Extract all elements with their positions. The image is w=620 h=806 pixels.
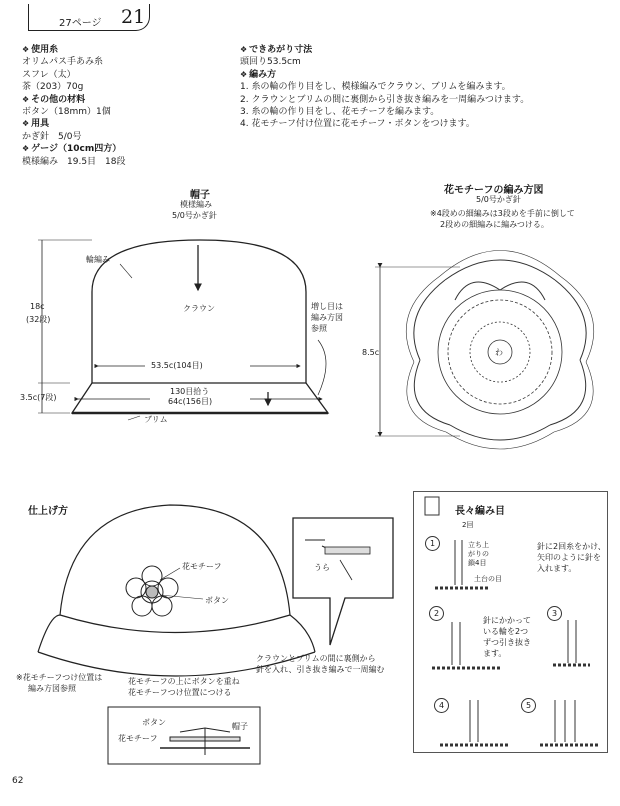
slip-note-2: 針を入れ、引き抜き編みで一周編む bbox=[256, 665, 385, 674]
method-step: 4. 花モチーフ付け位置に花モチーフ・ボタンをつけます。 bbox=[240, 119, 475, 130]
other-line: ボタン（18mm）1個 bbox=[22, 107, 111, 118]
size-value: 頭回り53.5cm bbox=[240, 57, 301, 68]
tools-line: かぎ針 5/0号 bbox=[22, 131, 82, 142]
step1-text-2: 矢印のように針を bbox=[537, 553, 601, 562]
turning-label-1: 立ち上 bbox=[468, 541, 489, 549]
base-stitch-label: 土台の目 bbox=[474, 575, 502, 583]
crown-top-label: 輪編み bbox=[86, 255, 110, 264]
page-number: 62 bbox=[12, 776, 24, 786]
slip-note-1: クラウンとブリムの間に裏側から bbox=[256, 654, 376, 663]
bottom-width-label: 64c(156目) bbox=[168, 397, 213, 406]
flower-motif-chart bbox=[375, 251, 594, 450]
increase-note-1: 増し目は bbox=[311, 302, 343, 311]
detail-hat-label: 帽子 bbox=[232, 722, 248, 731]
other-heading: ❖ その他の材料 bbox=[22, 94, 232, 106]
yarn-line: 茶（203）70g bbox=[22, 82, 84, 93]
method-step: 2. クラウンとブリムの間に裏側から引き抜き編みを一周編みつけます。 bbox=[240, 94, 530, 105]
crown-label: クラウン bbox=[183, 304, 215, 313]
tools-heading: ❖ 用具 bbox=[22, 118, 232, 130]
motif-title: 花モチーフの編み方図 bbox=[444, 185, 544, 196]
step1-text-3: 入れます。 bbox=[537, 564, 577, 573]
motif-hook: 5/0号かぎ針 bbox=[476, 195, 521, 204]
gauge-heading: ❖ ゲージ（10cm四方） bbox=[22, 143, 232, 155]
finish-title: 仕上げ方 bbox=[28, 506, 68, 517]
hat-hook: 5/0号かぎ針 bbox=[172, 211, 217, 220]
detail-motif-label: 花モチーフ bbox=[118, 734, 158, 743]
stitch-title: 長々編み目 bbox=[455, 506, 505, 517]
hat-stitch: 模様編み bbox=[180, 200, 212, 209]
pattern-number: 21 bbox=[121, 6, 146, 28]
step2-text-2: いる輪を2つ bbox=[483, 627, 529, 636]
size-heading: ❖ できあがり寸法 bbox=[240, 44, 600, 56]
method-step: 3. 糸の輪の作り目をし、花モチーフを編みます。 bbox=[240, 107, 440, 118]
step-number: 1 bbox=[425, 536, 440, 551]
page-ref: 27ページ bbox=[59, 18, 102, 29]
step-number: 4 bbox=[434, 698, 449, 713]
yarn-line: オリムパス手あみ糸 bbox=[22, 57, 104, 68]
flower-label: 花モチーフ bbox=[182, 562, 222, 571]
hat-title: 帽子 bbox=[190, 190, 210, 201]
yarn-heading: ❖ 使用糸 bbox=[22, 44, 232, 56]
step1-text-1: 針に2回糸をかけ、 bbox=[537, 542, 606, 551]
position-note-2: 編み方図参照 bbox=[28, 684, 76, 693]
flower-on-hat bbox=[126, 566, 178, 616]
method-step: 1. 糸の輪の作り目をし、模様編みでクラウン、ブリムを編みます。 bbox=[240, 82, 511, 93]
step2-text-1: 針にかかって bbox=[483, 616, 531, 625]
ura-label: うら bbox=[314, 563, 330, 572]
pick-label: 130目拾う bbox=[170, 387, 210, 396]
height-cm: 18c bbox=[30, 302, 45, 311]
detail-button-label: ボタン bbox=[142, 718, 166, 727]
slip-stitch-bubble bbox=[293, 518, 393, 645]
step2-text-3: ずつ引き抜き bbox=[483, 638, 531, 647]
gauge-line: 模様編み 19.5目 18段 bbox=[22, 156, 126, 167]
attach-note-2: 花モチーフつけ位置につける bbox=[128, 688, 232, 697]
step-number: 3 bbox=[547, 606, 562, 621]
step-number: 5 bbox=[521, 698, 536, 713]
yarn-line: スフレ（太） bbox=[22, 69, 76, 80]
attach-note-1: 花モチーフの上にボタンを重ね bbox=[128, 677, 240, 686]
motif-note-1: ※4段めの細編みは3段めを手前に倒して bbox=[430, 209, 575, 218]
step-number: 2 bbox=[429, 606, 444, 621]
wraps-label: 2回 bbox=[462, 521, 474, 529]
motif-center: わ bbox=[495, 348, 503, 357]
height-rows: (32段) bbox=[26, 315, 51, 324]
button-label: ボタン bbox=[205, 596, 229, 605]
width-label: 53.5c(104目) bbox=[151, 361, 203, 370]
increase-note-3: 参照 bbox=[311, 324, 327, 333]
finished-hat-drawing bbox=[38, 505, 315, 676]
brim-side-label: 3.5c(7段) bbox=[20, 393, 57, 402]
method-heading: ❖ 編み方 bbox=[240, 69, 600, 81]
motif-size: 8.5c bbox=[362, 348, 380, 357]
position-note-1: ※花モチーフつけ位置は bbox=[16, 673, 103, 682]
increase-note-2: 編み方図 bbox=[311, 313, 343, 322]
brim-label: ブリム bbox=[144, 415, 168, 424]
step2-text-4: ます。 bbox=[483, 649, 507, 658]
turning-label-2: がりの bbox=[468, 550, 489, 558]
turning-label-3: 鎖4目 bbox=[468, 559, 487, 567]
motif-note-2: 2段めの細編みに編みつける。 bbox=[440, 220, 549, 229]
